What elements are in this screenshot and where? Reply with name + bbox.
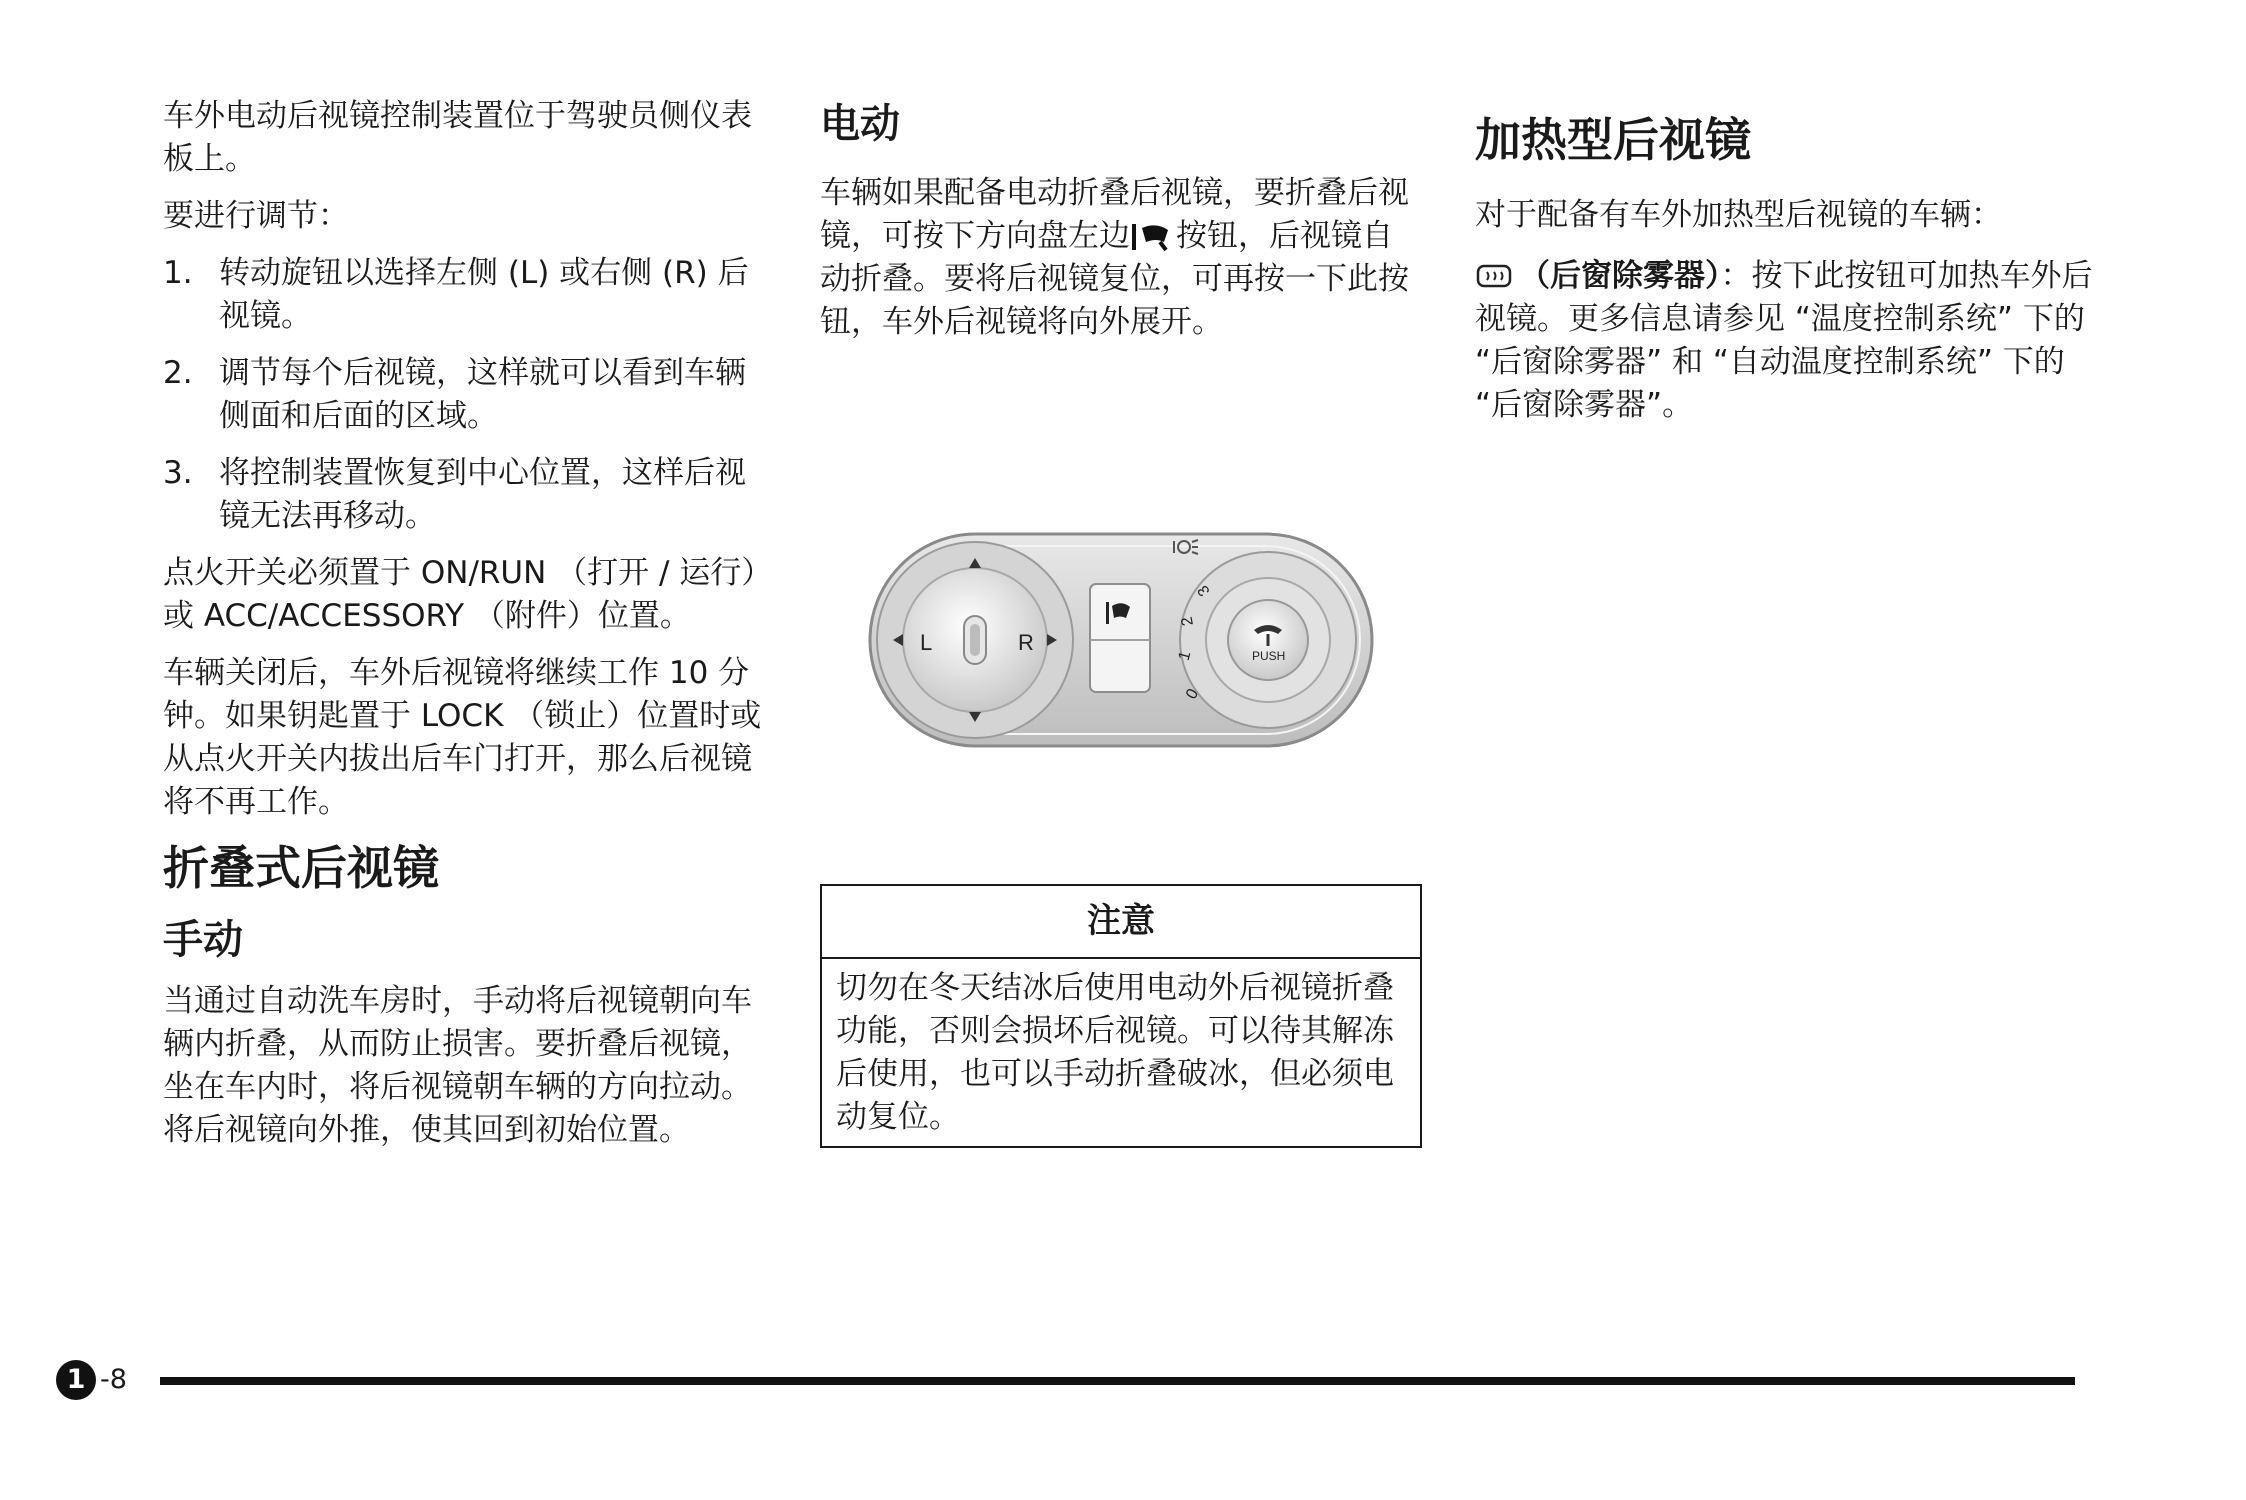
rear-defog-label: （后窗除雾器）: [1519, 258, 1721, 294]
mirror-select-knob: [877, 542, 1073, 738]
rear-defog-icon: [1475, 258, 1513, 284]
dial-number-1: 1: [1175, 649, 1195, 663]
left-mirror-label: L: [920, 630, 933, 655]
chapter-badge: 1: [56, 1360, 96, 1400]
heated-mirrors-heading: 加热型后视镜: [1475, 113, 1751, 167]
mirror-control-figure: [868, 530, 1376, 750]
intro-paragraph: 车外电动后视镜控制装置位于驾驶员侧仪表板上。: [163, 98, 752, 177]
adjust-intro: 要进行调节：: [163, 198, 349, 234]
heated-paragraph: [1475, 255, 2095, 427]
heated-text: ：按下此按钮可加热车外后视镜。更多信息请参见 “温度控制系统” 下的 “后窗除雾器” 和 “自动温度控制系统” 下的 “后窗除雾器”。: [1475, 258, 2093, 423]
left-column: [163, 95, 763, 1166]
step-text: 调节每个后视镜，这样就可以看到车辆侧面和后面的区域。: [219, 355, 746, 434]
mirror-fold-icon: [1130, 220, 1176, 252]
step-number: 3.: [163, 455, 193, 491]
right-column: [1475, 110, 2095, 441]
footer-rule: [160, 1377, 2075, 1385]
list-item: [163, 252, 763, 338]
ignition-paragraph: 点火开关必须置于 ON/RUN （打开 / 运行）或 ACC/ACCESSORY （附件）位置。: [163, 555, 757, 634]
push-label: PUSH: [1252, 649, 1286, 663]
power-text-part1: 车辆如果配备电动折叠后视镜，要折叠后视镜，可按下方向盘左边: [820, 175, 1409, 254]
shutoff-paragraph: 车辆关闭后，车外后视镜将继续工作 10 分钟。如果钥匙置于 LOCK （锁止）位置时或从点火开关内拔出后车门打开，那么后视镜将不再工作。: [163, 655, 762, 820]
list-item: [163, 452, 763, 538]
adjust-steps-list: [163, 252, 763, 538]
notice-body: 切勿在冬天结冰后使用电动外后视镜折叠功能，否则会损坏后视镜。可以待其解冻后使用，也可以手动折叠破冰，但必须电动复位。: [836, 970, 1394, 1135]
middle-column: [820, 98, 1420, 358]
step-text: 转动旋钮以选择左侧 (L) 或右侧 (R) 后视镜。: [219, 255, 749, 334]
step-number: 2.: [163, 355, 193, 391]
folding-mirrors-heading: 折叠式后视镜: [163, 841, 439, 895]
mirror-fold-button: [1090, 584, 1150, 692]
notice-box: [820, 884, 1422, 1148]
dial-number-0: 0: [1182, 685, 1203, 703]
notice-title: 注意: [822, 886, 1420, 959]
step-number: 1.: [163, 255, 193, 291]
power-paragraph: [820, 172, 1420, 344]
manual-heading: 手动: [163, 917, 243, 963]
power-text-part2: 按钮，后视镜自动折叠。要将后视镜复位，可再按一下此按钮，车外后视镜将向外展开。: [820, 218, 1409, 340]
page-number: -8: [100, 1364, 127, 1395]
heated-intro: 对于配备有车外加热型后视镜的车辆：: [1475, 197, 2002, 233]
dial-number-3: 3: [1194, 581, 1214, 599]
power-heading: 电动: [820, 101, 900, 147]
step-text: 将控制装置恢复到中心位置，这样后视镜无法再移动。: [219, 455, 746, 534]
dial-number-2: 2: [1178, 615, 1197, 628]
right-mirror-label: R: [1018, 630, 1034, 655]
list-item: [163, 352, 763, 438]
manual-paragraph: 当通过自动洗车房时，手动将后视镜朝向车辆内折叠，从而防止损害。要折叠后视镜，坐在车内时，将后视镜朝车辆的方向拉动。将后视镜向外推，使其回到初始位置。: [163, 983, 752, 1148]
